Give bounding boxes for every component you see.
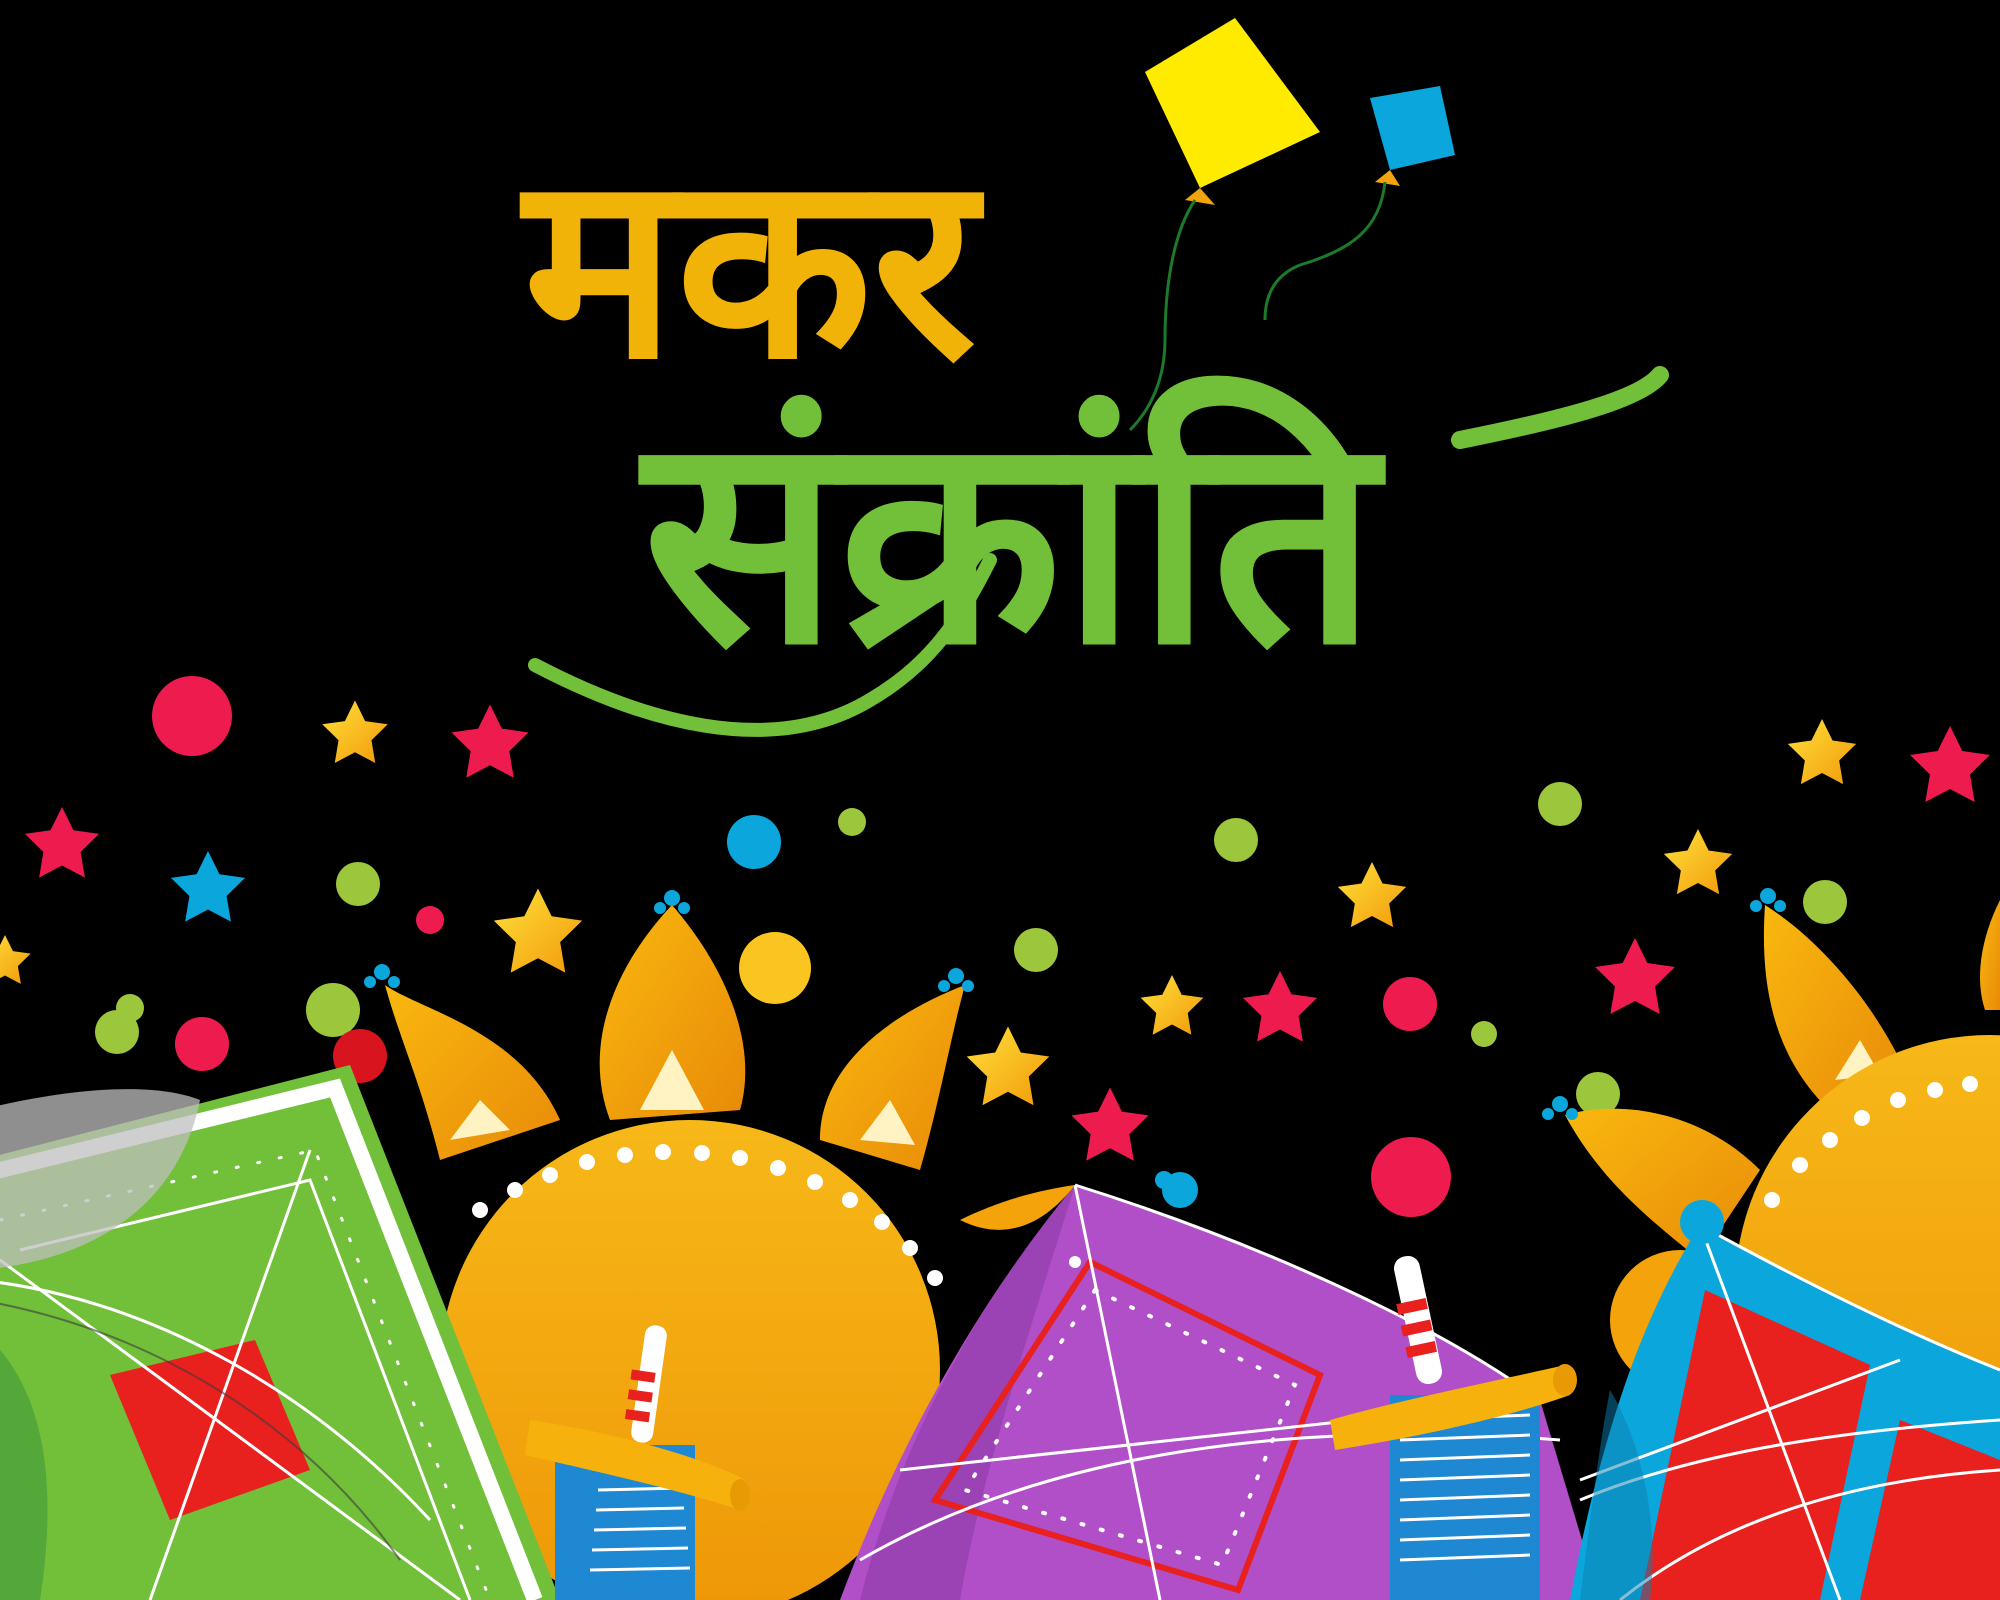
title-line-makar: मकर — [523, 119, 977, 416]
title-flourish-right — [1460, 375, 1660, 440]
blue-kite-icon — [1370, 86, 1455, 186]
yellow-kite-icon — [1145, 18, 1320, 205]
title-line-sankranti: संक्रांति — [642, 372, 1378, 709]
kite-string — [1265, 182, 1385, 320]
